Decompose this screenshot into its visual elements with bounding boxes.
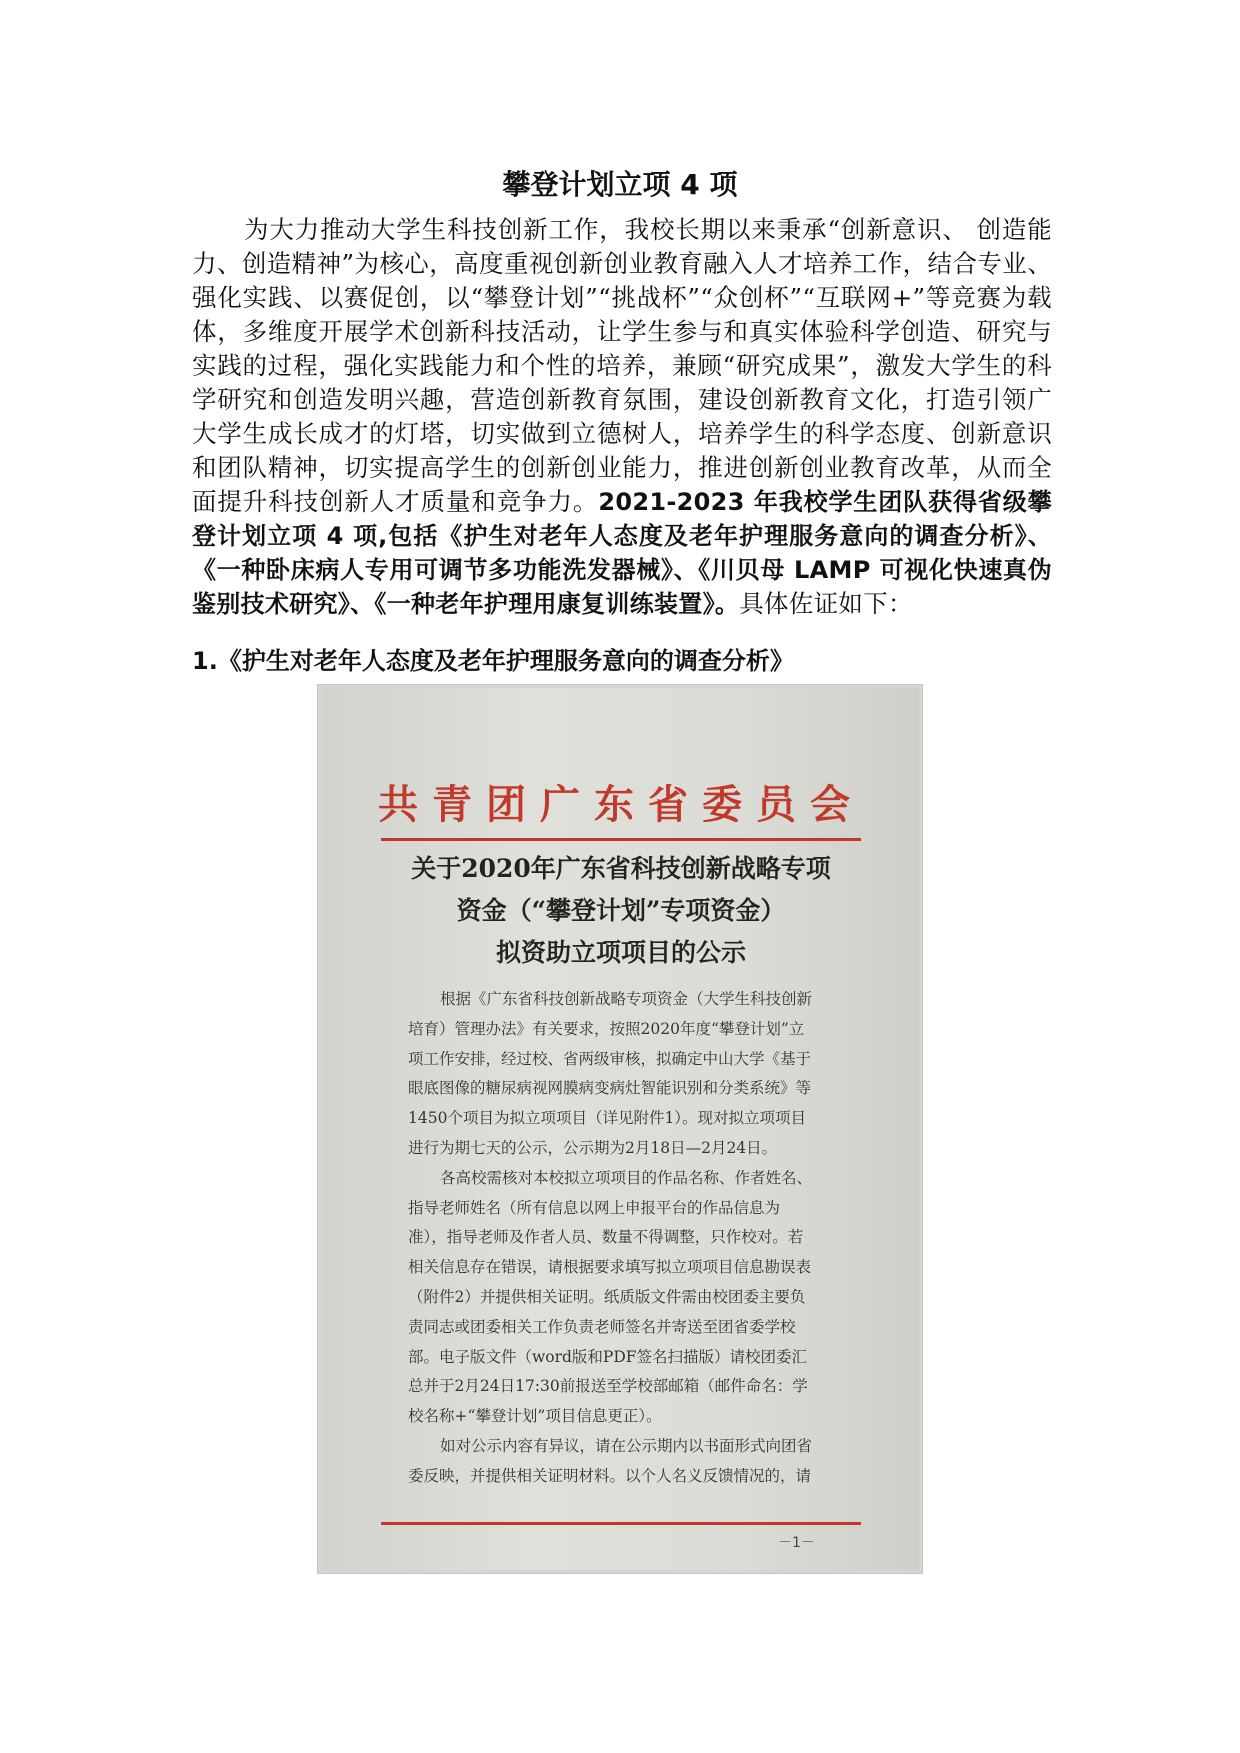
intro-bold-text: 2021-2023 年我校学生团队获得省级攀登计划立项 4 项,包括《护生对老年人态度及老年护理服务意向的调查分析》、《一种卧床病人专用可调节多功能洗发器械》、《川贝母 LAMP 可视化快速真伪鉴别技术研究》、《一种老年护理用康复训练装置》。 (192, 488, 1052, 618)
evidence-photo (317, 684, 923, 1574)
footer-red-rule (381, 1522, 861, 1525)
notice-title-line: 关于2020年广东省科技创新战略专项 (411, 854, 831, 883)
page-number: －1－ (778, 1535, 815, 1551)
notice-body (408, 985, 818, 1492)
intro-text: 为大力推动大学生科技创新工作，我校长期以来秉承“创新意识、 创造能力、创造精神”为核心，高度重视创新创业教育融入人才培养工作，结合专业、强化实践、以赛促创，以“攀登计划”“挑战杯”“众创杯”“互联网+”等竞赛为载体，多维度开展学术创新科技活动，让学生参与和真实体验科学创造、研究与实践的过程，强化实践能力和个性的培养，兼顾“研究成果”，激发大学生的科学研究和创造发明兴趣，营造创新教育氛围，建设创新教育文化，打造引领广大学生成长成才的灯塔，切实做到立德树人，培养学生的科学态度、创新意识和团队精神，切实提高学生的创新创业能力，推进创新创业教育改革，从而全面提升科技创新人才质量和竞争力。 (192, 215, 1052, 516)
document-title: 攀登计划立项 4 项 (502, 168, 738, 201)
intro-tail-text: 具体佐证如下： (739, 589, 913, 618)
notice-paragraph: 各高校需核对本校拟立项项目的作品名称、作者姓名、指导老师姓名（所有信息以网上申报平台的作品信息为准），指导老师及作者人员、数量不得调整，只作校对。若相关信息存在错误，请根据要求填写拟立项项目信息勘误表（附件2）并提供相关证明。纸质版文件需由校团委主要负责同志或团委相关工作负责老师签名并寄送至团省委学校部。电子版文件（word版和PDF签名扫描版）请校团委汇总并于2月24日17:30前报送至学校部邮箱（邮件命名：学校名称+“攀登计划”项目信息更正）。 (408, 1168, 813, 1426)
notice-title-line: 拟资助立项项目的公示 (495, 938, 746, 967)
section-1-heading: 1.《护生对老年人态度及老年护理服务意向的调查分析》 (192, 647, 794, 675)
notice-title-line: 资金（“攀登计划”专项资金） (456, 896, 786, 925)
notice-title (323, 848, 919, 974)
intro-paragraph (192, 213, 1052, 621)
notice-paper (323, 688, 919, 1570)
notice-paragraph: 根据《广东省科技创新战略专项资金（大学生科技创新培育）管理办法》有关要求，按照2020年度“攀登计划”立项工作安排，经过校、省两级审核，拟确定中山大学《基于眼底图像的糖尿病视网膜病变病灶智能识别和分类系统》等1450个项目为拟立项项目（详见附件1）。现对拟立项项目进行为期七天的公示，公示期为2月18日—2月24日。 (408, 990, 813, 1157)
header-red-rule (381, 838, 861, 841)
notice-paragraph: 如对公示内容有异议，请在公示期内以书面形式向团省委反映，并提供相关证明材料。以个人名义反馈情况的，请 (408, 1436, 813, 1485)
org-header: 共青团广东省委员会 (378, 781, 864, 828)
